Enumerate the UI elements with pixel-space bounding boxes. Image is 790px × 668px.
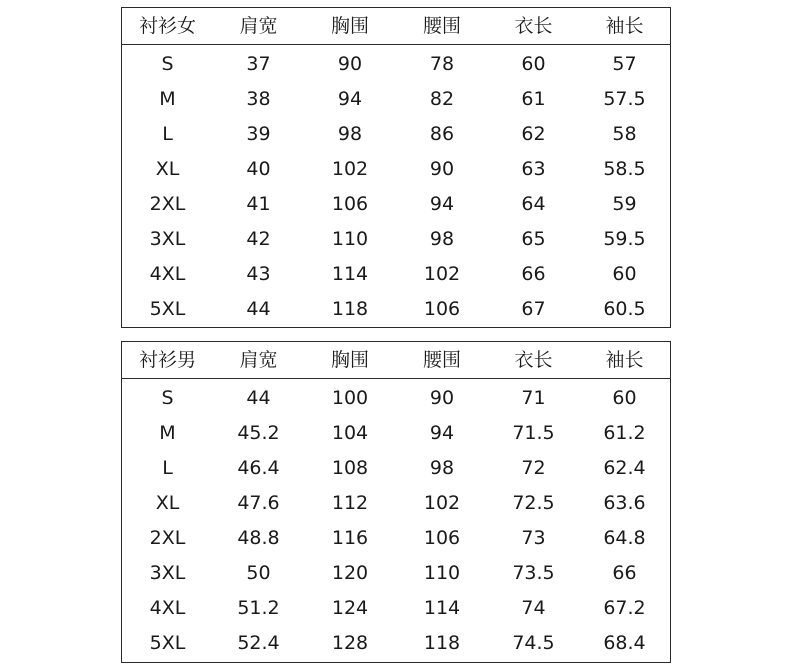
measurement-cell: 63.6 [603, 492, 646, 514]
measurement-cell: 102 [423, 263, 461, 285]
table-row [122, 451, 670, 486]
measurement-cell: 47.6 [237, 492, 280, 514]
measurement-cell: 48.8 [237, 527, 280, 549]
size-label-cell: 3XL [149, 228, 186, 250]
table-row [122, 626, 670, 661]
measurement-cell: 61 [521, 88, 546, 110]
measurement-cell: 78 [429, 53, 455, 75]
measurement-cell: 66 [612, 562, 637, 584]
measurement-cell: 104 [331, 422, 369, 444]
measurement-cell: 45.2 [237, 422, 280, 444]
measurement-cell: 60 [612, 263, 637, 285]
measurement-cell: 64 [521, 193, 546, 215]
table-row [122, 486, 670, 521]
measurement-cell: 94 [337, 88, 363, 110]
measurement-cell: 100 [331, 387, 369, 409]
table-row [122, 556, 670, 591]
measurement-cell: 60 [612, 387, 637, 409]
size-label-cell: 5XL [149, 632, 186, 654]
table-row [122, 152, 670, 187]
table-row [122, 416, 670, 451]
measurement-cell: 112 [331, 492, 369, 514]
measurement-cell: 90 [429, 387, 455, 409]
measurement-cell: 74 [521, 597, 546, 619]
measurement-cell: 71 [521, 387, 546, 409]
measurement-cell: 37 [246, 53, 271, 75]
table-row [122, 257, 670, 292]
header-cell: 衬衫男 [138, 349, 196, 371]
size-label-cell: 5XL [149, 298, 186, 320]
measurement-cell: 52.4 [237, 632, 280, 654]
measurement-cell: 102 [423, 492, 461, 514]
table-row [122, 591, 670, 626]
measurement-cell: 110 [331, 228, 369, 250]
size-label-cell: M [159, 422, 176, 444]
header-cell: 腰围 [422, 349, 461, 371]
measurement-cell: 72.5 [512, 492, 555, 514]
table-row [122, 117, 670, 152]
table-row [122, 222, 670, 257]
measurement-cell: 114 [423, 597, 461, 619]
size-label-cell: S [161, 387, 174, 409]
table-row [122, 521, 670, 556]
measurement-cell: 120 [331, 562, 369, 584]
measurement-cell: 57 [612, 53, 637, 75]
men-shirt-size-table [121, 341, 671, 663]
measurement-cell: 106 [423, 298, 461, 320]
measurement-cell: 71.5 [512, 422, 555, 444]
table-row [122, 187, 670, 222]
measurement-cell: 58.5 [603, 158, 646, 180]
measurement-cell: 51.2 [237, 597, 280, 619]
measurement-cell: 61.2 [603, 422, 646, 444]
measurement-cell: 108 [331, 457, 369, 479]
measurement-cell: 73.5 [512, 562, 555, 584]
measurement-cell: 66 [521, 263, 546, 285]
measurement-cell: 63 [521, 158, 546, 180]
table-row [122, 82, 670, 117]
table-header [122, 8, 670, 45]
measurement-cell: 94 [429, 422, 455, 444]
measurement-cell: 90 [337, 53, 363, 75]
size-label-cell: 2XL [149, 193, 186, 215]
header-cell: 胸围 [330, 349, 369, 371]
size-label-cell: L [162, 457, 173, 479]
measurement-cell: 74.5 [512, 632, 555, 654]
header-cell: 袖长 [605, 15, 644, 37]
measurement-cell: 114 [331, 263, 369, 285]
measurement-cell: 46.4 [237, 457, 280, 479]
measurement-cell: 72 [521, 457, 546, 479]
measurement-cell: 86 [429, 123, 455, 145]
measurement-cell: 90 [429, 158, 455, 180]
measurement-cell: 64.8 [603, 527, 646, 549]
header-cell: 腰围 [422, 15, 461, 37]
measurement-cell: 102 [331, 158, 369, 180]
measurement-cell: 40 [246, 158, 271, 180]
size-label-cell: 2XL [149, 527, 186, 549]
size-label-cell: S [161, 53, 174, 75]
header-cell: 袖长 [605, 349, 644, 371]
measurement-cell: 44 [246, 387, 271, 409]
measurement-cell: 57.5 [603, 88, 646, 110]
measurement-cell: 116 [331, 527, 369, 549]
measurement-cell: 68.4 [603, 632, 646, 654]
women-shirt-size-table [121, 7, 671, 328]
measurement-cell: 62.4 [603, 457, 646, 479]
measurement-cell: 42 [246, 228, 271, 250]
measurement-cell: 60.5 [603, 298, 646, 320]
table-body [122, 45, 670, 327]
size-label-cell: M [159, 88, 176, 110]
measurement-cell: 106 [331, 193, 369, 215]
header-cell: 衣长 [514, 349, 553, 371]
table-header [122, 342, 670, 379]
measurement-cell: 73 [521, 527, 546, 549]
size-label-cell: 4XL [149, 597, 186, 619]
measurement-cell: 38 [246, 88, 271, 110]
measurement-cell: 94 [429, 193, 455, 215]
measurement-cell: 65 [521, 228, 546, 250]
measurement-cell: 44 [246, 298, 271, 320]
header-cell: 衬衫女 [138, 15, 196, 37]
measurement-cell: 98 [337, 123, 363, 145]
measurement-cell: 118 [331, 298, 369, 320]
measurement-cell: 50 [246, 562, 271, 584]
table-row [122, 292, 670, 327]
measurement-cell: 62 [521, 123, 546, 145]
measurement-cell: 67 [521, 298, 546, 320]
measurement-cell: 110 [423, 562, 461, 584]
measurement-cell: 60 [521, 53, 546, 75]
measurement-cell: 58 [612, 123, 637, 145]
header-cell: 肩宽 [239, 349, 278, 371]
header-cell: 衣长 [514, 15, 553, 37]
measurement-cell: 124 [331, 597, 369, 619]
table-body [122, 379, 670, 662]
measurement-cell: 43 [246, 263, 271, 285]
size-label-cell: XL [155, 492, 180, 514]
table-row [122, 47, 670, 82]
header-cell: 胸围 [330, 15, 369, 37]
measurement-cell: 41 [246, 193, 271, 215]
measurement-cell: 128 [331, 632, 369, 654]
measurement-cell: 106 [423, 527, 461, 549]
measurement-cell: 39 [246, 123, 271, 145]
size-label-cell: L [162, 123, 173, 145]
size-label-cell: 3XL [149, 562, 186, 584]
header-cell: 肩宽 [239, 15, 278, 37]
measurement-cell: 98 [429, 228, 455, 250]
measurement-cell: 98 [429, 457, 455, 479]
measurement-cell: 67.2 [603, 597, 646, 619]
table-row [122, 381, 670, 416]
size-label-cell: XL [155, 158, 180, 180]
measurement-cell: 59 [612, 193, 637, 215]
measurement-cell: 59.5 [603, 228, 646, 250]
measurement-cell: 82 [429, 88, 455, 110]
measurement-cell: 118 [423, 632, 461, 654]
size-label-cell: 4XL [149, 263, 186, 285]
